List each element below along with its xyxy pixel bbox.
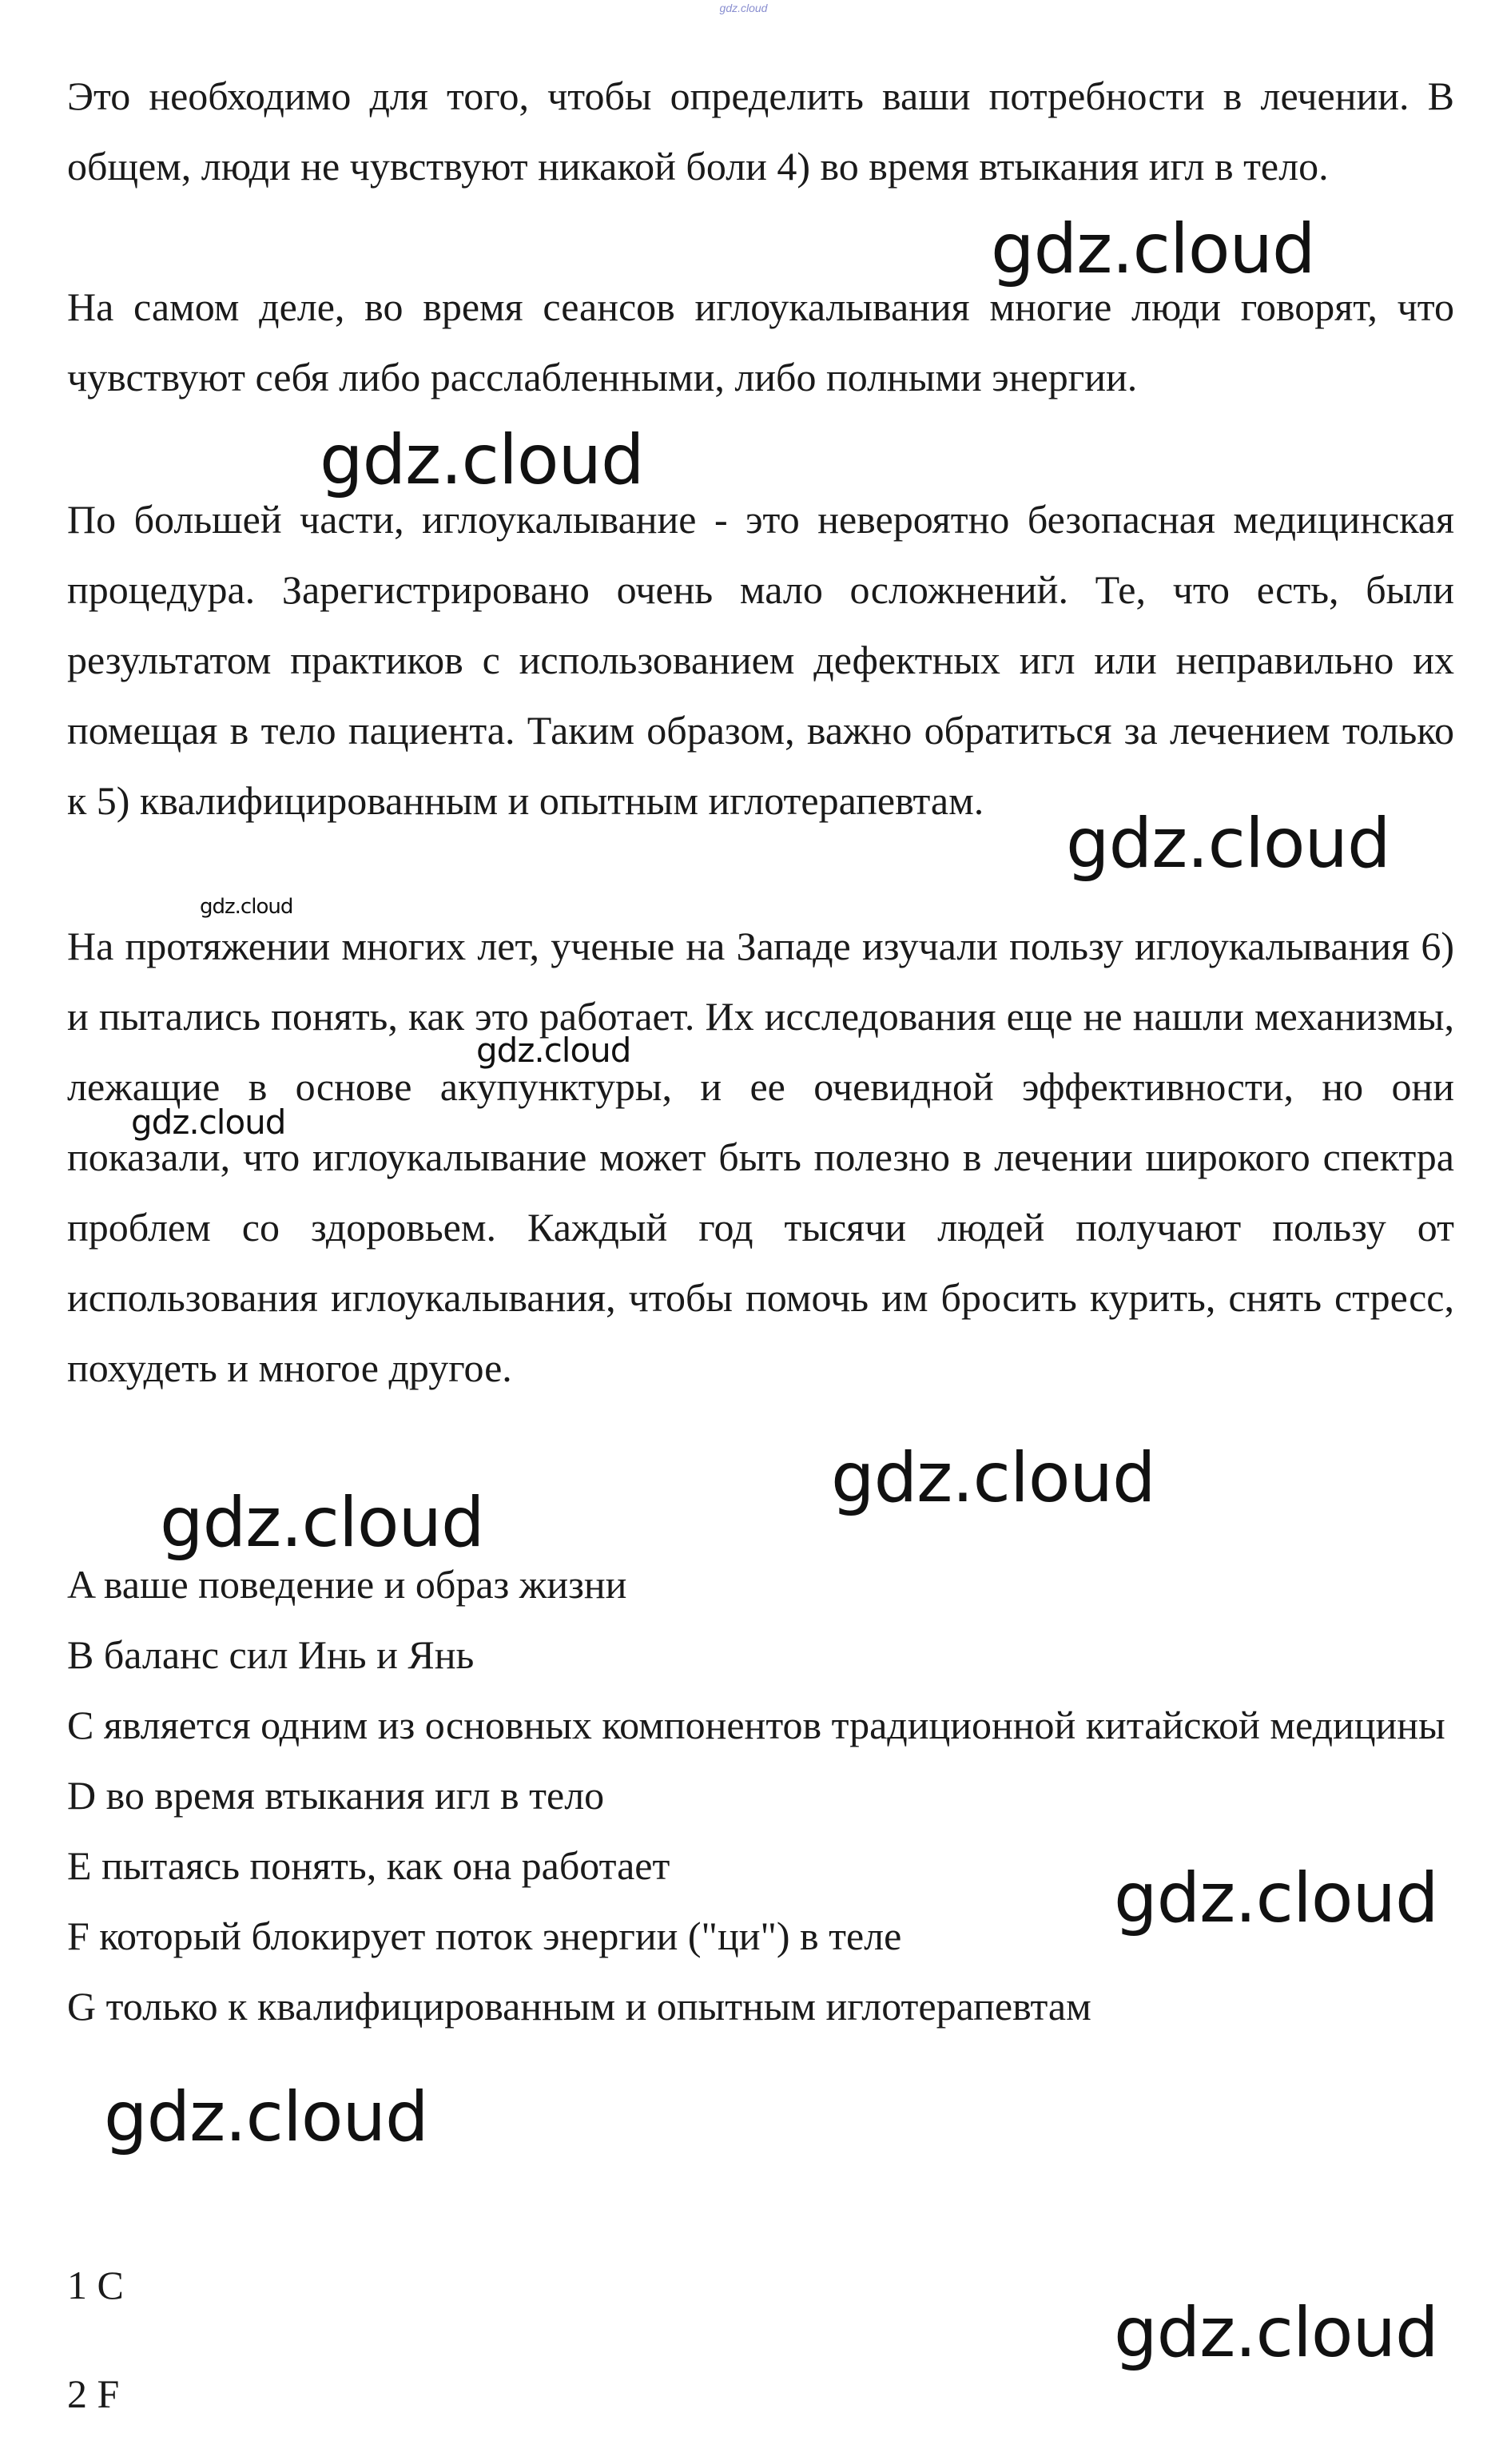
header-watermark: gdz.cloud bbox=[719, 2, 768, 14]
paragraph bbox=[67, 272, 1454, 412]
watermark: gdz.cloud bbox=[991, 209, 1315, 289]
watermark: gdz.cloud bbox=[476, 1031, 631, 1070]
paragraph bbox=[67, 61, 1454, 201]
paragraph-text: По большей части, иглоукалывание - это невероятно безопасная медицинская процедура. Зарегистрировано очень мало осложнений. Те, что есть, были результатом практиков с использованием дефектных игл или неправильно их помещая в тело пациента. Таким образом, важно обратиться за лечением только к 5) квалифицированным и опытным иглотерапевтам. bbox=[67, 497, 1454, 823]
option-e: E пытаясь понять, как она работает bbox=[67, 1843, 670, 1888]
answer-options-list bbox=[67, 1549, 1454, 2041]
watermark: gdz.cloud bbox=[200, 895, 293, 919]
watermark: gdz.cloud bbox=[1114, 2293, 1438, 2373]
answer-2: 2 F bbox=[67, 2371, 120, 2416]
watermark: gdz.cloud bbox=[1114, 1858, 1438, 1938]
watermark: gdz.cloud bbox=[160, 1483, 484, 1563]
watermark: gdz.cloud bbox=[831, 1438, 1155, 1518]
paragraph bbox=[67, 484, 1454, 836]
paragraph-text: Это необходимо для того, чтобы определить ваши потребности в лечении. В общем, люди не чувствуют никакой боли 4) во время втыкания игл в тело. bbox=[67, 74, 1454, 189]
option-d: D во время втыкания игл в тело bbox=[67, 1773, 605, 1818]
option-c: C является одним из основных компонентов традиционной китайской медицины bbox=[67, 1703, 1445, 1747]
watermark: gdz.cloud bbox=[1066, 804, 1390, 884]
paragraph-text: На протяжении многих лет, ученые на Западе изучали пользу иглоукалывания 6) и пытались понять, как это работает. Их исследования еще не нашли механизмы, лежащие в основе акупунктуры, и ее очевидной эффективности, но они показали, что иглоукалывание может быть полезно в лечении широкого спектра проблем со здоровьем. Каждый год тысячи людей получают пользу от использования иглоукалывания, чтобы помочь им бросить курить, снять стресс, похудеть и многое другое. bbox=[67, 924, 1454, 1390]
watermark: gdz.cloud bbox=[104, 2077, 428, 2157]
answer-1: 1 C bbox=[67, 2263, 124, 2307]
option-f: F который блокирует поток энергии ("ци") в теле bbox=[67, 1914, 902, 1958]
option-a: A ваше поведение и образ жизни bbox=[67, 1562, 627, 1607]
paragraph bbox=[67, 911, 1454, 1403]
paragraph-text: На самом деле, во время сеансов иглоукалывания многие люди говорят, что чувствуют себя либо расслабленными, либо полными энергии. bbox=[67, 284, 1454, 399]
option-g: G только к квалифицированным и опытным иглотерапевтам bbox=[67, 1984, 1091, 2029]
option-b: B баланс сил Инь и Янь bbox=[67, 1632, 475, 1677]
watermark: gdz.cloud bbox=[131, 1103, 286, 1142]
watermark: gdz.cloud bbox=[320, 420, 644, 500]
